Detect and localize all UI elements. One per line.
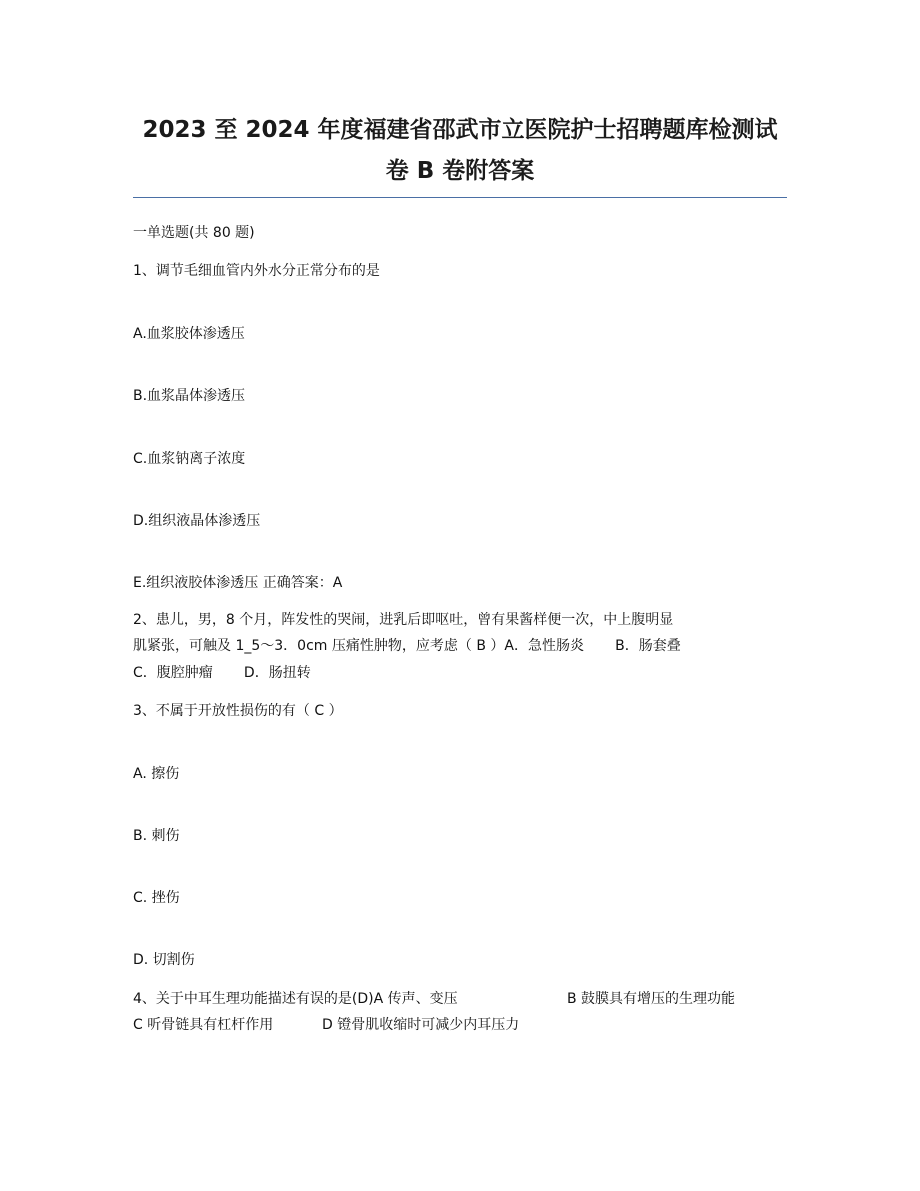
question-3-option-d: D. 切割伤: [133, 952, 195, 968]
title-divider: [133, 197, 787, 198]
question-1-stem: 1、调节毛细血管内外水分正常分布的是: [133, 263, 380, 279]
question-4-line-1-part-b: B 鼓膜具有增压的生理功能: [567, 991, 736, 1007]
question-4-line-1-part-a: 4、关于中耳生理功能描述有误的是(D)A 传声、变压: [133, 991, 458, 1007]
question-2-line-2: 肌紧张，可触及 1_5～3．0cm 压痛性肿物，应考虑（ B ）A．急性肠炎 B．肠套叠: [133, 638, 681, 654]
question-1-option-e-answer: E.组织液胶体渗透压 正确答案：A: [133, 575, 343, 591]
question-3-option-b: B. 刺伤: [133, 828, 180, 844]
question-4-line-2-part-b: D 镫骨肌收缩时可减少内耳压力: [322, 1017, 520, 1033]
question-3-option-c: C. 挫伤: [133, 890, 180, 906]
question-1-option-c: C.血浆钠离子浓度: [133, 451, 246, 467]
question-1-option-a: A.血浆胶体渗透压: [133, 326, 245, 342]
question-3-option-a: A. 擦伤: [133, 766, 180, 782]
question-3-stem: 3、不属于开放性损伤的有（ C ）: [133, 703, 343, 719]
question-1-option-b: B.血浆晶体渗透压: [133, 388, 246, 404]
document-title-line-2: 卷 B 卷附答案: [385, 158, 535, 184]
document-title-line-1: 2023 至 2024 年度福建省邵武市立医院护士招聘题库检测试: [142, 117, 778, 143]
section-heading: 一单选题(共 80 题): [133, 225, 255, 241]
question-4-line-2-part-a: C 听骨链具有杠杆作用: [133, 1017, 274, 1033]
question-2-line-3: C．腹腔肿瘤 D．肠扭转: [133, 665, 311, 681]
question-2-line-1: 2、患儿，男，8 个月，阵发性的哭闹，进乳后即呕吐，曾有果酱样便一次，中上腹明显: [133, 612, 674, 628]
question-1-option-d: D.组织液晶体渗透压: [133, 513, 261, 529]
